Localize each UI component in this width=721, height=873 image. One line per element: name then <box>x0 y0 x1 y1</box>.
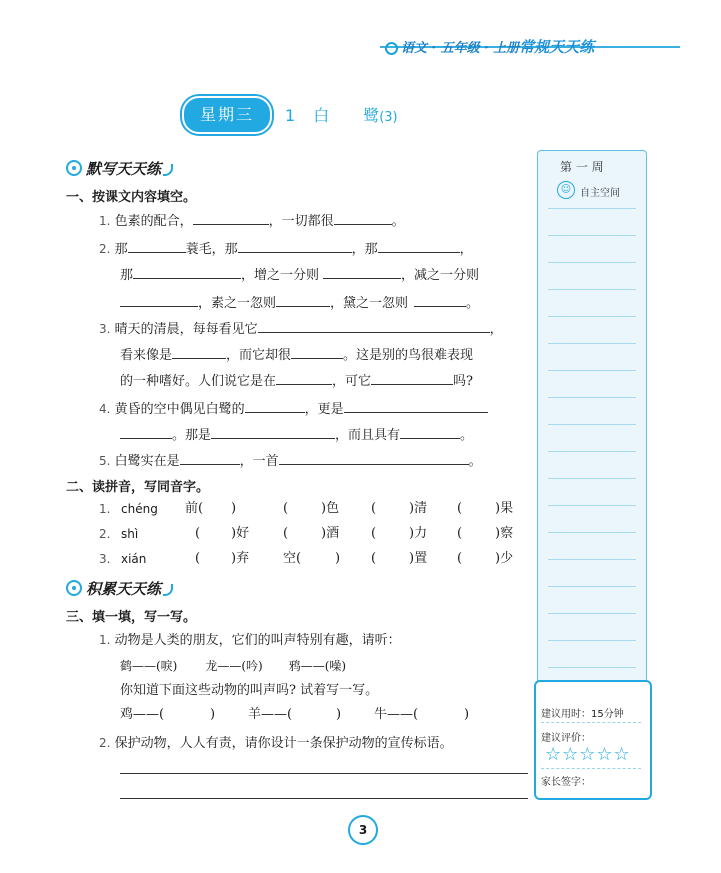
q3-examples: 鹤——(唳) 龙——(吟) 鸦——(噪) <box>120 659 347 673</box>
series-label: 语文 · 五年级 · 上册 <box>401 41 520 56</box>
q1-item-5: 5. 白鹭实在是 ，一首 。 <box>99 450 482 472</box>
blank[interactable] <box>258 318 490 333</box>
section-1-title: 默写天天练 <box>66 158 173 179</box>
blank[interactable] <box>414 292 466 307</box>
week-label: 第 一 周 <box>560 160 604 174</box>
blank[interactable] <box>245 398 305 413</box>
header-bullet-icon <box>385 42 398 55</box>
lesson-part: (3) <box>379 110 398 125</box>
blank[interactable] <box>128 238 186 253</box>
day-badge: 星期三 <box>182 96 272 134</box>
page-header <box>385 36 594 57</box>
rating-stars[interactable]: ☆☆☆☆☆ <box>545 744 631 765</box>
blank[interactable]: ) <box>210 707 216 722</box>
side-panel <box>537 150 647 682</box>
lesson-title-2: 鹭 <box>363 106 380 125</box>
blank[interactable] <box>120 424 172 439</box>
blank[interactable] <box>291 344 343 359</box>
section-bullet-icon <box>66 160 82 176</box>
answer-line-2[interactable] <box>120 798 528 799</box>
q1-item-2-line-1: 2. 那 蓑毛，那 ，那 ， <box>99 238 473 260</box>
blank[interactable] <box>238 238 352 253</box>
lesson-title-1: 白 <box>313 106 330 125</box>
blank[interactable] <box>279 450 469 465</box>
brand-label: 常规天天练 <box>519 38 595 56</box>
q1-item-4-line-1: 4. 黄昏的空中偶见白鹭的 ，更是 <box>99 398 488 420</box>
q1-head: 一、按课文内容填空。 <box>66 190 197 205</box>
blank[interactable] <box>133 264 241 279</box>
q2-head: 二、读拼音，写同音字。 <box>66 480 210 495</box>
q1-item-2-line-2: 那 ，增之一分则 ，减之一分则 <box>120 264 479 286</box>
eval-label: 建议评价： <box>541 733 591 744</box>
blank[interactable] <box>193 210 269 225</box>
lesson-title <box>285 103 398 126</box>
blank[interactable] <box>276 370 332 385</box>
q1-item-1: 1. 色素的配合， ，一切都很 。 <box>99 210 405 232</box>
blank[interactable] <box>172 344 226 359</box>
blank[interactable] <box>378 238 460 253</box>
blank[interactable]: ) <box>464 707 470 722</box>
q1-item-2-line-3: ，素之一忽则 ，黛之一忽则 。 <box>120 292 479 314</box>
time-label: 建议用时：15分钟 <box>541 709 624 720</box>
blank[interactable] <box>211 424 335 439</box>
blank[interactable]: ) <box>336 707 342 722</box>
space-label: 自主空间 <box>580 188 620 199</box>
q3-head: 三、填一填，写一写。 <box>66 610 197 625</box>
blank[interactable] <box>276 292 330 307</box>
blank[interactable] <box>120 292 198 307</box>
blank[interactable] <box>400 424 460 439</box>
person-icon: ☺ <box>557 181 575 199</box>
blank[interactable] <box>334 210 392 225</box>
lesson-number: 1 <box>285 106 296 125</box>
q3-item-2: 2. 保护动物，人人有责，请你设计一条保护动物的宣传标语。 <box>99 736 453 751</box>
page-number: 3 <box>348 815 378 845</box>
q3-ask: 你知道下面这些动物的叫声吗? 试着写一写。 <box>120 683 379 698</box>
section-2-title: 积累天天练 <box>66 578 173 599</box>
answer-line-1[interactable] <box>120 773 528 774</box>
blank[interactable] <box>371 370 453 385</box>
blank[interactable] <box>323 264 401 279</box>
parent-sign-label: 家长签字： <box>541 777 591 788</box>
blank[interactable] <box>180 450 240 465</box>
q1-item-3-line-1: 3. 晴天的清晨，每每看见它 ， <box>99 318 503 340</box>
q3-item-1: 1. 动物是人类的朋友，它们的叫声特别有趣，请听： <box>99 633 401 648</box>
q1-item-3-line-2: 看来像是 ，而它却很 。这是别的鸟很难表现 <box>120 344 473 366</box>
section-bullet-icon <box>66 580 82 596</box>
q1-item-4-line-2: 。那是 ，而且具有 。 <box>120 424 473 446</box>
q1-item-3-line-3: 的一种嗜好。人们说它是在 ，可它 吗? <box>120 370 473 392</box>
blank[interactable] <box>344 398 488 413</box>
